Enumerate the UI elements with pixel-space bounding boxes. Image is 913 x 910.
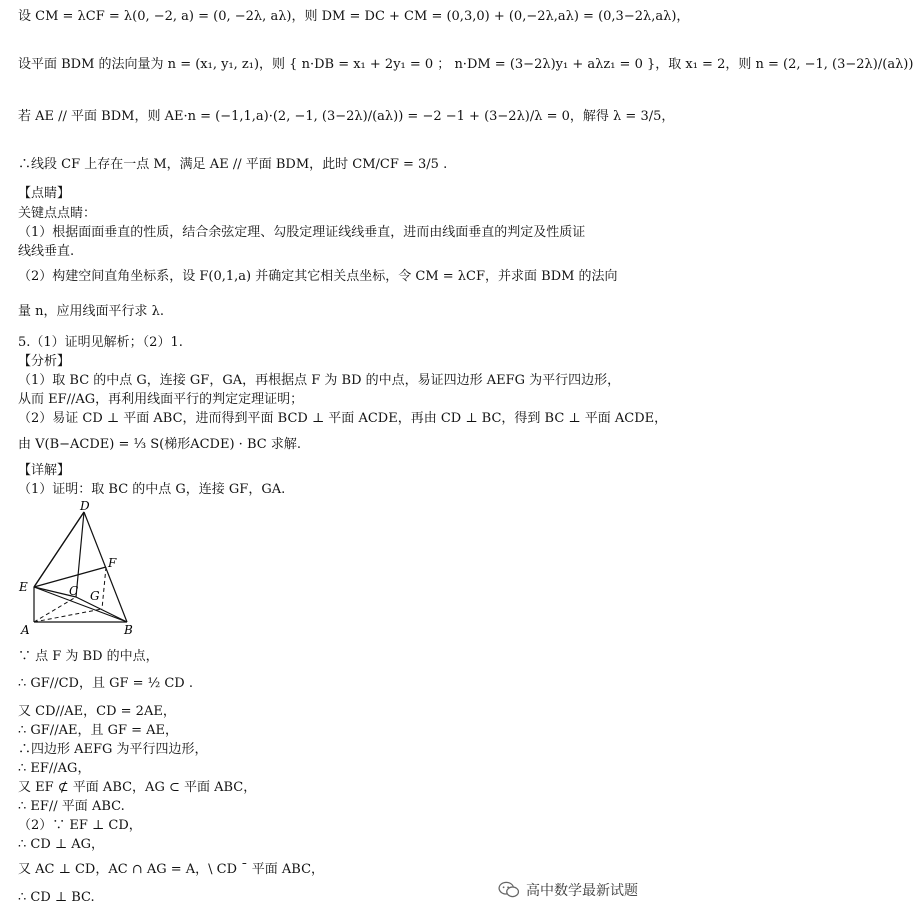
text-line: 量 n，应用线面平行求 λ. xyxy=(18,304,165,319)
text-line: ∵ 点 F 为 BD 的中点， xyxy=(18,649,159,664)
text-line: （1）取 BC 的中点 G，连接 GF，GA，再根据点 F 为 BD 的中点，易证四边形 AEFG 为平行四边形， xyxy=(18,373,621,388)
label-A: A xyxy=(21,623,30,637)
text-line: ∴四边形 AEFG 为平行四边形， xyxy=(18,742,208,757)
text-line: （1）证明：取 BC 的中点 G，连接 GF，GA. xyxy=(18,482,286,497)
edge-EB xyxy=(34,587,127,622)
text-line: ∴ EF// 平面 ABC. xyxy=(18,799,125,814)
text-line: （2）易证 CD ⊥ 平面 ABC，进而得到平面 BCD ⊥ 平面 ACDE，再由 CD ⊥ BC，得到 BC ⊥ 平面 ACDE， xyxy=(18,411,668,426)
label-B: B xyxy=(124,623,133,637)
edge-CB xyxy=(76,597,127,622)
edge-FG xyxy=(102,567,106,609)
text-line: 又 CD//AE，CD = 2AE， xyxy=(18,704,176,719)
text-line: 【点睛】 xyxy=(18,186,71,201)
text-line: （2）∵ EF ⊥ CD， xyxy=(18,818,142,833)
text-line: 【分析】 xyxy=(18,354,71,369)
text-line: ∴线段 CF 上存在一点 M，满足 AE // 平面 BDM，此时 CM/CF = 3/5 . xyxy=(18,157,448,172)
watermark xyxy=(498,880,638,900)
wechat-icon xyxy=(498,881,520,899)
text-line: 5.（1）证明见解析；（2）1. xyxy=(18,335,183,350)
label-D: D xyxy=(80,499,90,513)
text-line: 又 AC ⊥ CD，AC ∩ AG = A，\ CD ˉ 平面 ABC， xyxy=(18,862,325,877)
text-line: 线线垂直. xyxy=(18,244,75,259)
text-line: ∴ CD ⊥ BC. xyxy=(18,890,95,905)
text-line: 设 CM = λCF = λ(0, −2, a) = (0, −2λ, aλ)，则 DM = DC + CM = (0,3,0) + (0,−2λ,aλ) = (0,3−2λ,aλ)， xyxy=(18,9,690,24)
label-F: F xyxy=(108,556,117,570)
text-line: （1）根据面面垂直的性质，结合余弦定理、勾股定理证线线垂直，进而由线面垂直的判定及性质证 xyxy=(18,225,586,240)
edge-AG xyxy=(34,609,102,622)
watermark-text: 高中数学最新试题 xyxy=(526,883,638,899)
text-line: ∴ EF//AG， xyxy=(18,761,91,776)
label-E: E xyxy=(19,580,28,594)
text-line: 从而 EF//AG，再利用线面平行的判定定理证明； xyxy=(18,392,304,407)
text-line: 设平面 BDM 的法向量为 n = (x₁, y₁, z₁)，则 { n·DB = x₁ + 2y₁ = 0 ； n·DM = (3−2λ)y₁ + aλz₁ = 0 }，取 x₁ = 2，则 n = (2, −1, (3−2λ)/(aλ)) xyxy=(18,57,913,72)
text-line: ∴ CD ⊥ AG， xyxy=(18,837,105,852)
text-line: 由 V(B−ACDE) = ⅓ S(梯形ACDE) · BC 求解. xyxy=(18,437,301,452)
text-line: 【详解】 xyxy=(18,463,71,478)
text-line: ∴ GF//AE，且 GF = AE， xyxy=(18,723,179,738)
label-G: G xyxy=(90,589,100,603)
label-C: C xyxy=(69,584,79,598)
text-line: ∴ GF//CD，且 GF = ½ CD . xyxy=(18,676,193,691)
text-line: 关键点点睛： xyxy=(18,206,97,221)
text-line: （2）构建空间直角坐标系，设 F(0,1,a) 并确定其它相关点坐标，令 CM = λCF，并求面 BDM 的法向 xyxy=(18,269,618,284)
text-line: 又 EF ⊄ 平面 ABC，AG ⊂ 平面 ABC， xyxy=(18,780,257,795)
tetrahedron-figure xyxy=(14,500,149,640)
text-line: 若 AE // 平面 BDM，则 AE·n = (−1,1,a)·(2, −1, (3−2λ)/(aλ)) = −2 −1 + (3−2λ)/λ = 0，解得 λ = 3/5， xyxy=(18,109,675,124)
